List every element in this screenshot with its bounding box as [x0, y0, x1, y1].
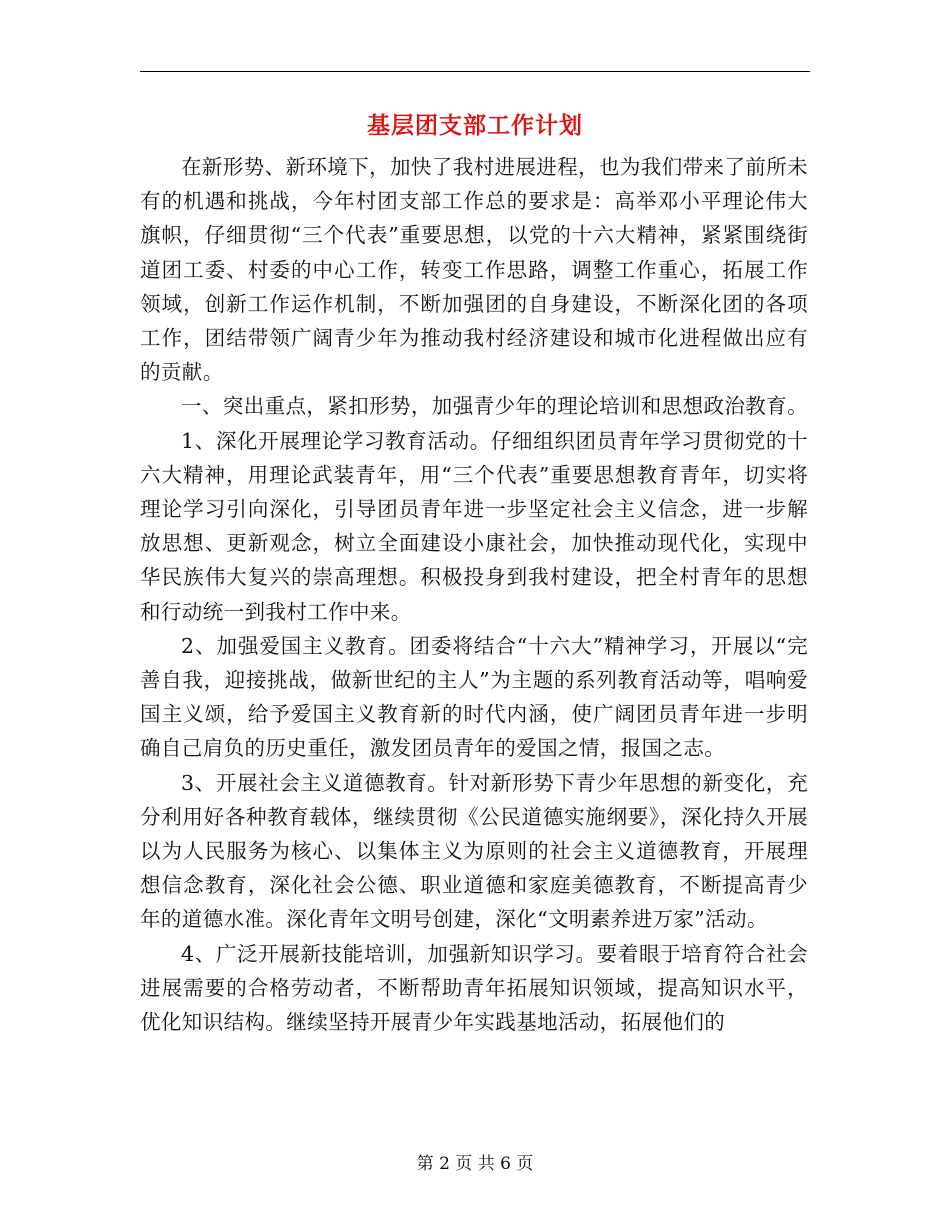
paragraph-item-4: 4、广泛开展新技能培训，加强新知识学习。要着眼于培育符合社会进展需要的合格劳动者，不断帮助青年拓展知识领域，提高知识水平，优化知识结构。继续坚持开展青少年实践基地活动，拓展他们的 — [140, 941, 808, 1035]
paragraph-item-3: 3、开展社会主义道德教育。针对新形势下青少年思想的新变化，充分利用好各种教育载体，继续贯彻《公民道德实施纲要》，深化持久开展以为人民服务为核心、以集体主义为原则的社会主义道德教育，开展理想信念教育，深化社会公德、职业道德和家庭美德教育，不断提高青少年的道德水准。深化青年文明号创建，深化“文明素养进万家”活动。 — [140, 770, 808, 932]
paragraph-item-1: 1、深化开展理论学习教育活动。仔细组织团员青年学习贯彻党的十六大精神，用理论武装青年，用“三个代表”重要思想教育青年，切实将理论学习引向深化，引导团员青年进一步坚定社会主义信念，进一步解放思想、更新观念，树立全面建设小康社会，加快推动现代化，实现中华民族伟大复兴的崇高理想。积极投身到我村建设，把全村青年的思想和行动统一到我村工作中来。 — [140, 428, 808, 624]
paragraph-item-2: 2、加强爱国主义教育。团委将结合“十六大”精神学习，开展以“完善自我，迎接挑战，做新世纪的主人”为主题的系列教育活动等，唱响爱国主义颂，给予爱国主义教育新的时代内涵，使广阔团员青年进一步明确自己肩负的历史重任，激发团员青年的爱国之情，报国之志。 — [140, 633, 808, 761]
paragraph-intro: 在新形势、新环境下，加快了我村进展进程，也为我们带来了前所未有的机遇和挑战，今年村团支部工作总的要求是：高举邓小平理论伟大旗帜，仔细贯彻“三个代表”重要思想，以党的十六大精神，紧紧围绕街道团工委、村委的中心工作，转变工作思路，调整工作重心，拓展工作领域，创新工作运作机制，不断加强团的自身建设，不断深化团的各项工作，团结带领广阔青少年为推动我村经济建设和城市化进程做出应有的贡献。 — [140, 155, 808, 385]
document-body — [140, 150, 808, 1039]
paragraph-section-heading: 一、突出重点，紧扣形势，加强青少年的理论培训和思想政治教育。 — [181, 394, 808, 419]
document-title: 基层团支部工作计划 — [367, 112, 583, 139]
page-footer: 第 2 页 共 6 页 — [416, 1154, 534, 1174]
header-rule — [140, 71, 810, 72]
